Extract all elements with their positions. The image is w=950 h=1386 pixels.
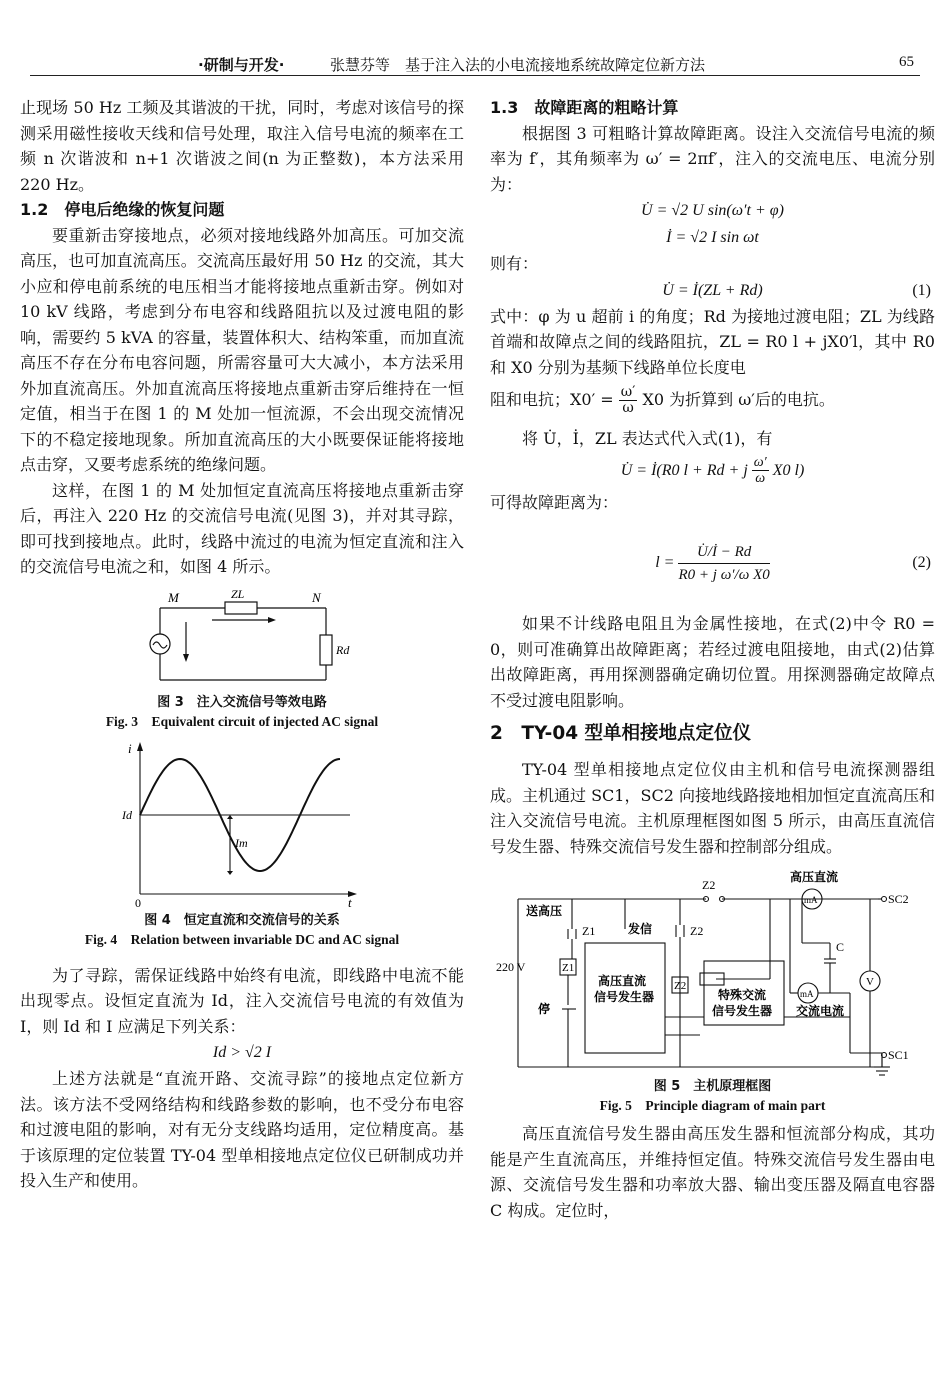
fig3-label-zl: ZL [231, 589, 245, 601]
fraction-omega-2-num: ω′ [753, 455, 767, 471]
fig5-caption-cn: 图 5 主机原理框图 [653, 1079, 772, 1094]
fig4-label-i: i [128, 740, 132, 756]
fraction-omega [619, 385, 638, 416]
fig4-caption-cn: 图 4 恒定直流和交流信号的关系 [144, 912, 340, 928]
fraction-omega-2-den: ω [755, 471, 766, 487]
fig4-label-im: Im [235, 835, 248, 850]
fig5-sc2: SC2 [888, 892, 909, 906]
running-header [30, 50, 920, 76]
fig4-label-id: Id [122, 807, 132, 822]
equation-2-den-pre: R0 + j [678, 566, 717, 583]
equation-2-den-omega: ω′/ω [720, 566, 750, 583]
fig3-label-rd: Rd [336, 642, 350, 657]
right-para-5: 如果不计线路电阻且为金属性接地，在式(2)中令 R0 = 0，则可准确算出故障距离；若经过渡电阻接地，由式(2)估算出故障距离，再用探测器确定确切位置。用探测器确定故障点不受过渡电阻影响。 [490, 614, 935, 710]
fig5-z1-contact: Z1 [582, 924, 596, 938]
equation-substituted-post: X0 l) [772, 461, 805, 479]
fraction-omega-den: ω [622, 400, 634, 416]
equation-1-number: (1) [912, 281, 931, 299]
fraction-omega-2 [752, 455, 769, 486]
right-para-7: 高压直流信号发生器由高压发生器和恒流部分构成，其功能是产生直流高压，并维持恒定值。特殊交流信号发生器由电源、交流信号发生器和功率放大器、输出变压器及隔直电容器 C 构成。定位时， [490, 1124, 935, 1220]
fig5-gen-ac-1: 特殊交流 [718, 988, 767, 1002]
fig5-gen-dc-2: 信号发生器 [594, 990, 655, 1004]
right-para-2b-post: X0 为折算到 ω′后的电抗。 [642, 390, 835, 409]
fig5-stop: 停 [538, 1002, 551, 1016]
heading-1-2: 1.2 停电后绝缘的恢复问题 [20, 200, 225, 219]
right-para-6: TY-04 型单相接地点定位仪由主机和信号电流探测器组成。主机通过 SC1，SC2 向接地线路接地相加恒定直流高压和注入交流信号电流。主机原理框图如图 5 所示，由高压直流信号发生器、特殊交流信号发生器和控制部分组成。 [490, 760, 935, 856]
equation-2-denominator [678, 564, 769, 586]
fig5-z2-coil: Z2 [674, 980, 687, 992]
equation-current: İ = √2 I sin ωt [666, 229, 759, 246]
fig5-volt: V [866, 976, 874, 988]
right-para-2b-pre: 阻和电抗；X0′ = [490, 390, 614, 409]
fig4-caption-en: Fig. 4 Relation between invariable DC and AC signal [84, 931, 400, 947]
fig3-caption-en: Fig. 3 Equivalent circuit of injected AC signal [105, 713, 379, 729]
left-para-1: 要重新击穿接地点，必须对接地线路外加高压。可加交流高压，也可加直流高压。交流高压最好用 50 Hz 的交流，其大小应和停电前系统的电压相当才能将接地点重新击穿。例如对 10 kV 线路，考虑到分布电容和线路阻抗以及过渡电阻的影响，需要约 5 kVA 的容量，装置体积大、结构笨重，而加直流高压不存在分布电容问题，所需容量可大大减小，本方法采用外加直流高压。外加直流高压将接地点重新击穿后维持在一恒定值，相当于在图 1 的 M 处加一恒流源，不会出现交流情况下的不稳定接地现象。所加直流高压的大小既要保证能将接地点击穿，又要考虑系统的绝缘问题。 [20, 225, 464, 474]
text-then: 则有： [490, 254, 539, 273]
header-rule [30, 75, 920, 76]
left-para-2: 这样，在图 1 的 M 处加恒定直流高压将接地点重新击穿后，再注入 220 Hz 的交流信号电流(见图 3)，并对其寻踪，即可找到接地点。此时，线路中流过的电流为恒定直流和注入的交流信号电流之和，如图 4 所示。 [20, 480, 464, 576]
equation-condition: Id > √2 I [212, 1044, 272, 1061]
equation-1-body: U̇ = İ(ZL + Rd) [662, 281, 763, 299]
figure-4 [20, 739, 464, 909]
heading-2: 2 TY-04 型单相接地点定位仪 [490, 723, 752, 744]
equation-substituted [490, 452, 935, 490]
fig5-ma-top: mA [804, 895, 818, 905]
equation-2-den-post: X0 [753, 566, 770, 583]
fraction-omega-num: ω′ [620, 384, 636, 400]
equation-1 [490, 277, 935, 304]
fig3-label-n: N [312, 589, 321, 605]
heading-1-3: 1.3 故障距离的粗略计算 [490, 98, 679, 117]
header-title: 张慧芬等 基于注入法的小电流接地系统故障定位新方法 [330, 56, 706, 74]
right-para-3: 将 U̇，İ，ZL 表达式代入式(1)，有 [522, 429, 773, 448]
right-para-4: 可得故障距离为： [490, 492, 619, 512]
equation-2-lhs: l = [655, 554, 675, 571]
fig5-fa-xin: 发信 [628, 922, 653, 936]
left-para-4: 上述方法就是“直流开路、交流寻踪”的接地点定位新方法。该方法不受网络结构和线路参数的影响，也不受分布电容和过渡电阻的影响，对有无分支线路均适用，定位精度高。基于该原理的定位装置 TY-04 型单相接地点定位仪已研制成功并投入生产和使用。 [20, 1069, 464, 1190]
equation-2-numerator: U̇/İ − Rd [678, 541, 769, 564]
fig5-z2-top: Z2 [702, 878, 716, 892]
figure-3 [20, 590, 464, 685]
equation-2 [490, 515, 935, 611]
fig5-caption-en: Fig. 5 Principle diagram of main part [599, 1098, 826, 1113]
fig5-ma-ac: mA [800, 989, 814, 999]
left-para-0: 止现场 50 Hz 工频及其谐波的干扰，同时，考虑对该信号的探测采用磁性接收天线和信号处理，取注入信号电流的频率在工频 n 次谐波和 n+1 次谐波之间(n 为正整数)，本方法采用 220 Hz。 [20, 98, 464, 194]
equation-voltage: U̇ = √2 U sin(ω′t + φ) [641, 202, 784, 219]
fig5-ac-current: 交流电流 [796, 1004, 845, 1018]
fig5-gen-ac-2: 信号发生器 [712, 1004, 773, 1018]
fig5-send-hv: 送高压 [526, 904, 563, 918]
fig4-label-t: t [348, 894, 352, 909]
fig3-circuit [20, 590, 464, 685]
fig4-plot [20, 739, 464, 909]
page-number: 65 [899, 54, 914, 70]
right-para-2a: 式中：φ 为 u 超前 i 的角度；Rd 为接地过渡电阻；ZL 为线路首端和故障点之间的线路阻抗，ZL = R0 l + jX0′l，其中 R0 和 X0 分别为基频下线路单位长度电 [490, 306, 935, 377]
header-section: ·研制与开发· [198, 56, 285, 74]
fig5-hv-dc: 高压直流 [790, 870, 839, 884]
right-para-1: 根据图 3 可粗略计算故障距离。设注入交流信号电流的频率为 f′，其角频率为 ω′ = 2πf′，注入的交流电压、电流分别为： [490, 123, 935, 194]
fig5-z2-contact: Z2 [690, 924, 704, 938]
fig3-caption-cn: 图 3 注入交流信号等效电路 [157, 694, 327, 710]
figure-5 [490, 867, 935, 1077]
fig5-diagram [490, 867, 935, 1077]
fig5-gen-dc-1: 高压直流 [598, 974, 647, 988]
equation-2-number: (2) [912, 554, 931, 571]
equation-substituted-pre: U̇ = İ(R0 l + Rd + j [620, 461, 748, 479]
right-para-2b [490, 380, 935, 420]
left-column [20, 95, 464, 1194]
left-para-3: 为了寻踪，需保证线路中始终有电流，即线路中电流不能出现零点。设恒定直流为 Id，注入交流信号电流的有效值为 I，则 Id 和 I 应满足下列关系： [20, 965, 464, 1036]
fig5-220v: 220 V [496, 960, 526, 974]
fig4-label-0: 0 [135, 895, 141, 909]
right-column [490, 95, 935, 1223]
fig5-z1-coil: Z1 [562, 962, 575, 974]
fig5-cap-c: C [836, 940, 845, 954]
fig3-label-m: M [168, 589, 179, 605]
equation-2-fraction [678, 541, 769, 586]
fig5-sc1: SC1 [888, 1048, 909, 1062]
